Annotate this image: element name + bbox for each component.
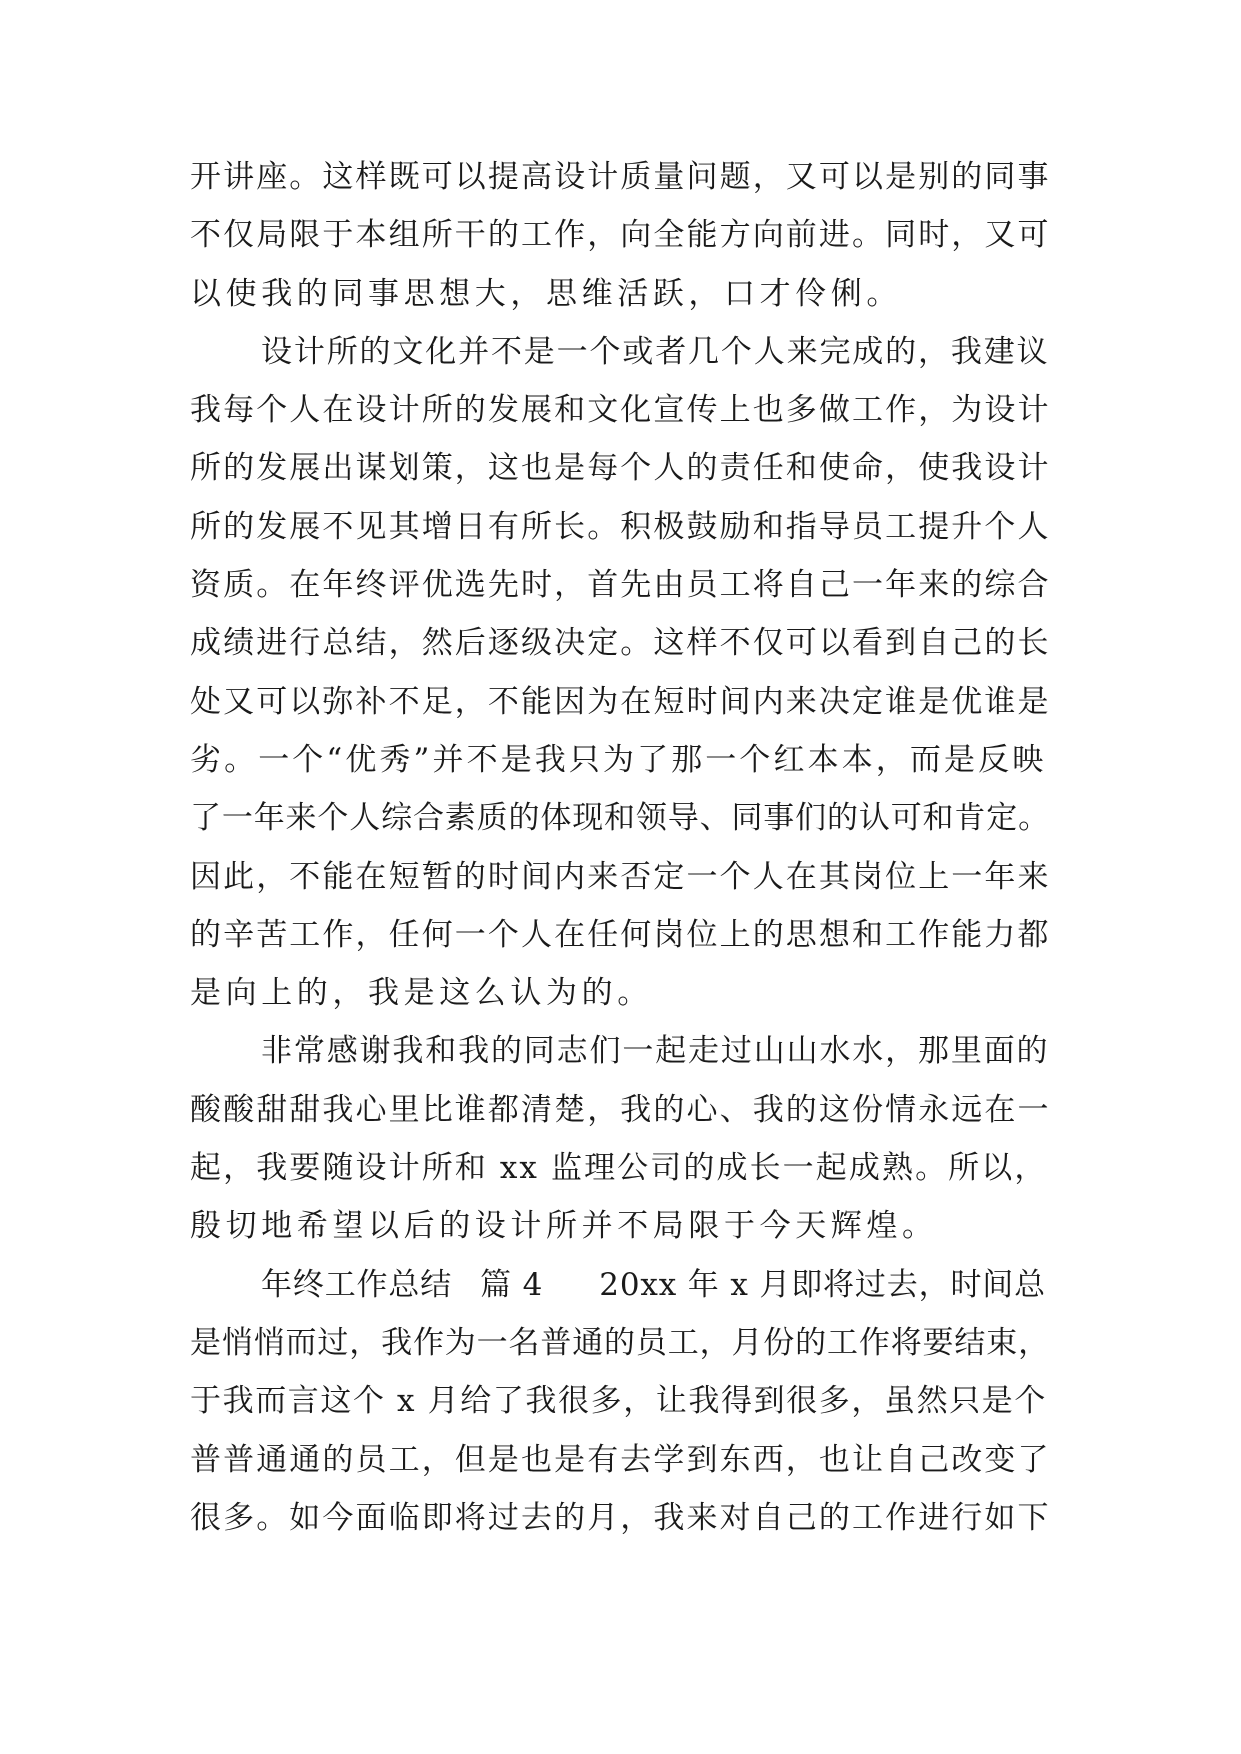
- text-line: 起，我要随设计所和 xx 监理公司的成长一起成熟。所以，: [190, 1150, 1048, 1187]
- text-line: 资质。在年终评优选先时，首先由员工将自己一年来的综合: [190, 567, 1051, 604]
- document-page: [190, 148, 1052, 1547]
- text-line: 非常感谢我和我的同志们一起走过山山水水，那里面的: [261, 1033, 1050, 1070]
- text-line: 劣。一个“优秀”并不是我只为了那一个红本本，而是反映: [190, 741, 1047, 778]
- text-line: 是悄悄而过，我作为一名普通的员工，月份的工作将要结束，: [190, 1324, 1050, 1361]
- section-number: 篇 4: [480, 1266, 544, 1303]
- text-line: 我每个人在设计所的发展和文化宣传上也多做工作，为设计: [190, 392, 1051, 429]
- text-line: 不仅局限于本组所干的工作，向全能方向前进。同时，又可: [190, 217, 1051, 254]
- paragraph-1: [190, 148, 1052, 323]
- section-title: 年终工作总结: [261, 1266, 453, 1303]
- text-line: 普普通通的员工，但是也是有去学到东西，也让自己改变了: [190, 1441, 1051, 1478]
- paragraph-3: [190, 1022, 1052, 1255]
- section-first-line-text: 20xx 年 x 月即将过去，时间总: [599, 1266, 1047, 1303]
- text-line: 酸酸甜甜我心里比谁都清楚，我的心、我的这份情永远在一: [190, 1091, 1051, 1128]
- text-line: 殷切地希望以后的设计所并不局限于今天辉煌。: [190, 1208, 938, 1245]
- text-line: 因此，不能在短暂的时间内来否定一个人在其岗位上一年来: [190, 858, 1051, 895]
- text-line: 所的发展出谋划策，这也是每个人的责任和使命，使我设计: [190, 450, 1051, 487]
- text-line: 很多。如今面临即将过去的月，我来对自己的工作进行如下: [190, 1499, 1051, 1536]
- paragraph-2: [190, 323, 1052, 1023]
- section-first-line: [190, 1256, 1052, 1314]
- text-line: 所的发展不见其增日有所长。积极鼓励和指导员工提升个人: [190, 508, 1051, 545]
- text-line: 了一年来个人综合素质的体现和领导、同事们的认可和肯定。: [190, 800, 1050, 837]
- text-line: 开讲座。这样既可以提高设计质量问题，又可以是别的同事: [190, 159, 1051, 195]
- text-line: 成绩进行总结，然后逐级决定。这样不仅可以看到自己的长: [190, 625, 1051, 662]
- text-line: 处又可以弥补不足，不能因为在短时间内来决定谁是优谁是: [190, 683, 1051, 720]
- text-line: 于我而言这个 x 月给了我很多，让我得到很多，虽然只是个: [190, 1383, 1047, 1420]
- section-paragraph: [190, 1256, 1052, 1547]
- text-line: 以使我的同事思想大，思维活跃，口才伶俐。: [190, 275, 902, 312]
- text-line: 的辛苦工作，任何一个人在任何岗位上的思想和工作能力都: [190, 916, 1051, 953]
- text-line: 是向上的，我是这么认为的。: [190, 975, 653, 1012]
- text-line: 设计所的文化并不是一个或者几个人来完成的，我建议: [261, 333, 1050, 370]
